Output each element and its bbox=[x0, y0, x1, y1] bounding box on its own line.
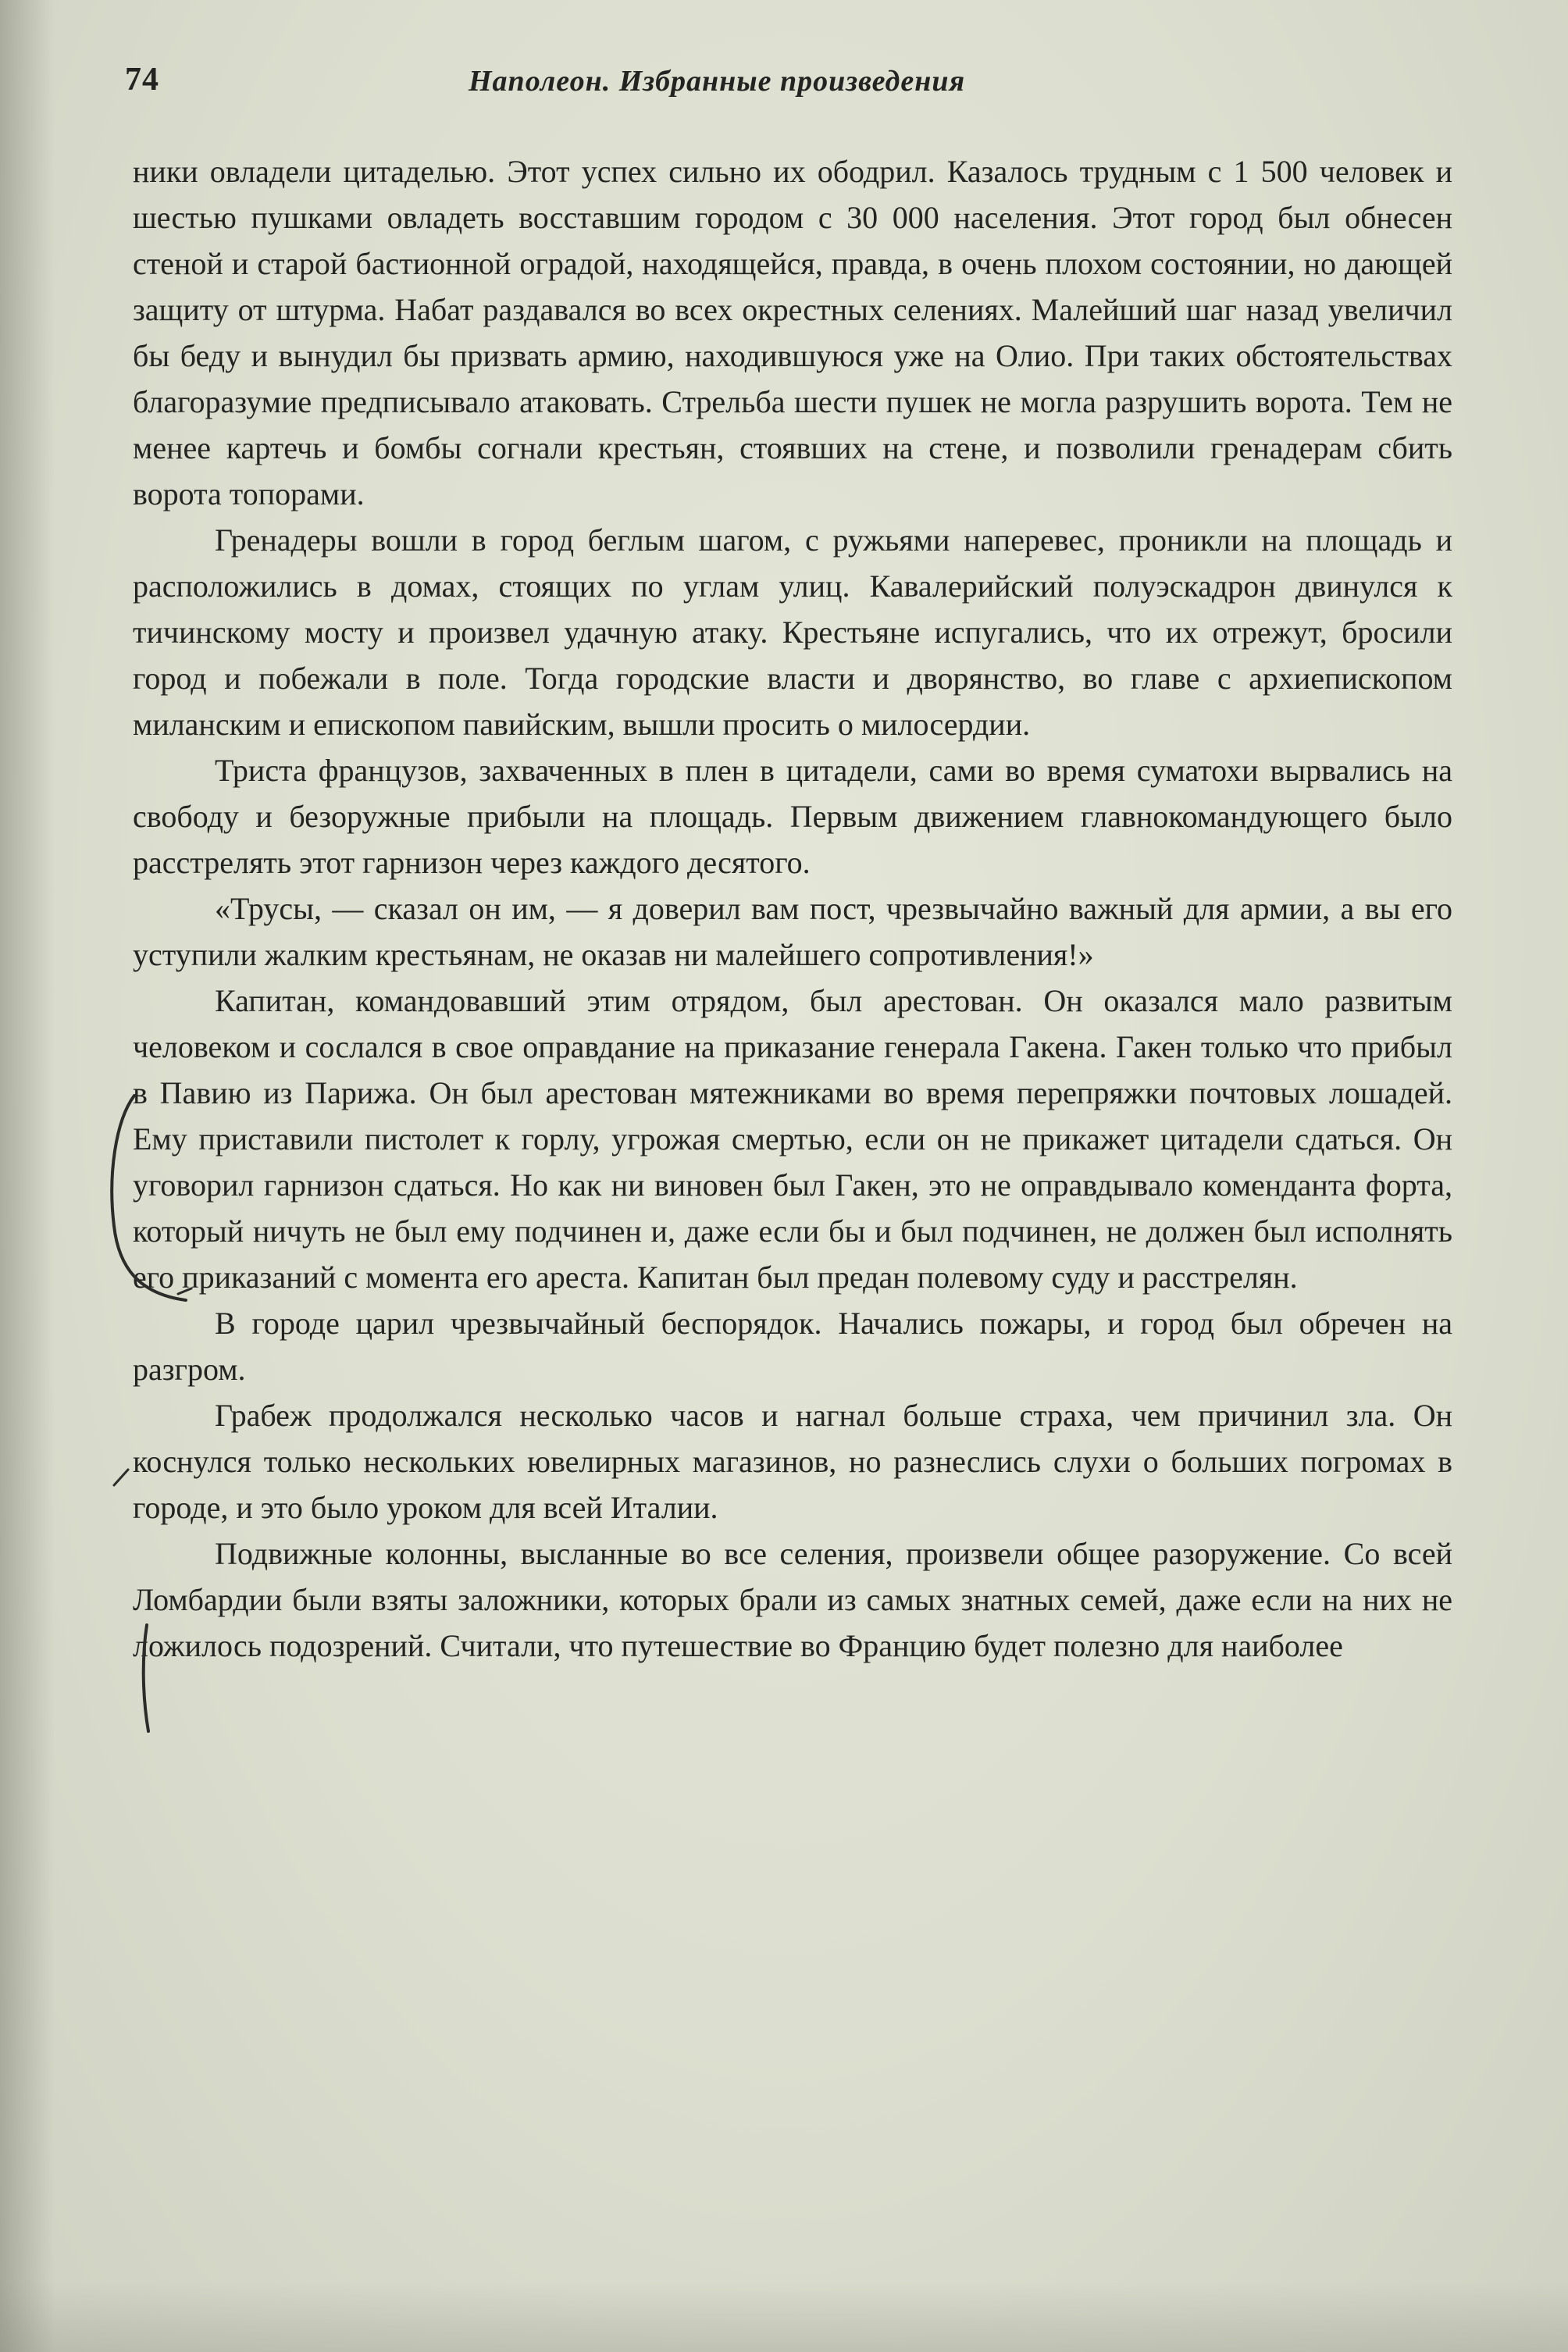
paragraph-5: Капитан, командовавший этим отрядом, был арестован. Он оказался мало развитым человеком и сослался в свое оправдание на приказание генерала Гакена. Гакен только что прибыл в Павию из Парижа. Он был арестован мятежниками во время перепряжки почтовых лошадей. Ему приставили пистолет к горлу, угрожая смертью, если он не прикажет цитадели сдаться. Он уговорил гарнизон сдаться. Но как ни виновен был Гакен, это не оправдывало коменданта форта, который ничуть не был ему подчинен и, даже если бы и был подчинен, не должен был исполнять его приказаний с момента его ареста. Капитан был предан полевому суду и расстрелян. bbox=[133, 983, 1452, 1295]
paragraph-7: Грабеж продолжался несколько часов и нагнал больше страха, чем причинил зла. Он коснулся только нескольких ювелирных магазинов, но разнеслись слухи о больших погромах в городе, и это было уроком для всей Италии. bbox=[133, 1398, 1452, 1525]
page-number: 74 bbox=[125, 62, 159, 98]
body-text bbox=[133, 148, 1452, 1669]
paragraph-4-quote: «Трусы, — сказал он им, — я доверил вам пост, чрезвычайно важный для армии, а вы его уступили жалким крестьянам, не оказав ни малейшего сопротивления!» bbox=[133, 891, 1452, 972]
paragraph-3: Триста французов, захваченных в плен в цитадели, сами во время суматохи вырвались на свободу и безоружные прибыли на площадь. Первым движением главнокомандующего было расстрелять этот гарнизон через каждого десятого. bbox=[133, 753, 1452, 880]
paragraph-6: В городе царил чрезвычайный беспорядок. Начались пожары, и город был обречен на разгром. bbox=[133, 1306, 1452, 1387]
page-bottom-shade bbox=[0, 2282, 1568, 2352]
paragraph-1: ники овладели цитаделью. Этот успех сильно их ободрил. Казалось трудным с 1 500 человек и шестью пушками овладеть восставшим городом с 30 000 населения. Этот город был обнесен стеной и старой бастионной оградой, находящейся, правда, в очень плохом состоянии, но дающей защиту от штурма. Набат раздавался во всех окрестных селениях. Малейший шаг назад увеличил бы беду и вынудил бы призвать армию, находившуюся уже на Олио. При таких обстоятельствах благоразумие предписывало атаковать. Стрельба шести пушек не могла разрушить ворота. Тем не менее картечь и бомбы согнали крестьян, стоявших на стене, и позволили гренадерам сбить ворота топорами. bbox=[133, 154, 1452, 511]
spine-shadow bbox=[0, 0, 55, 2352]
running-title: Наполеон. Избранные произведения bbox=[469, 65, 966, 98]
paragraph-2: Гренадеры вошли в город беглым шагом, с ружьями наперевес, проникли на площадь и расположились в домах, стоящих по углам улиц. Кавалерийский полуэскадрон двинулся к тичинскому мосту и произвел удачную атаку. Крестьяне испугались, что их отрежут, бросили город и побежали в поле. Тогда городские власти и дворянство, во главе с архиепископом миланским и епископом павийским, вышли просить о милосердии. bbox=[133, 522, 1452, 742]
paragraph-8: Подвижные колонны, высланные во все селения, произвели общее разоружение. Со всей Ломбардии были взяты заложники, которых брали из самых знатных семей, даже если на них не ложилось подозрений. Считали, что путешествие во Францию будет полезно для наиболее bbox=[133, 1536, 1452, 1663]
running-header bbox=[125, 61, 1456, 108]
